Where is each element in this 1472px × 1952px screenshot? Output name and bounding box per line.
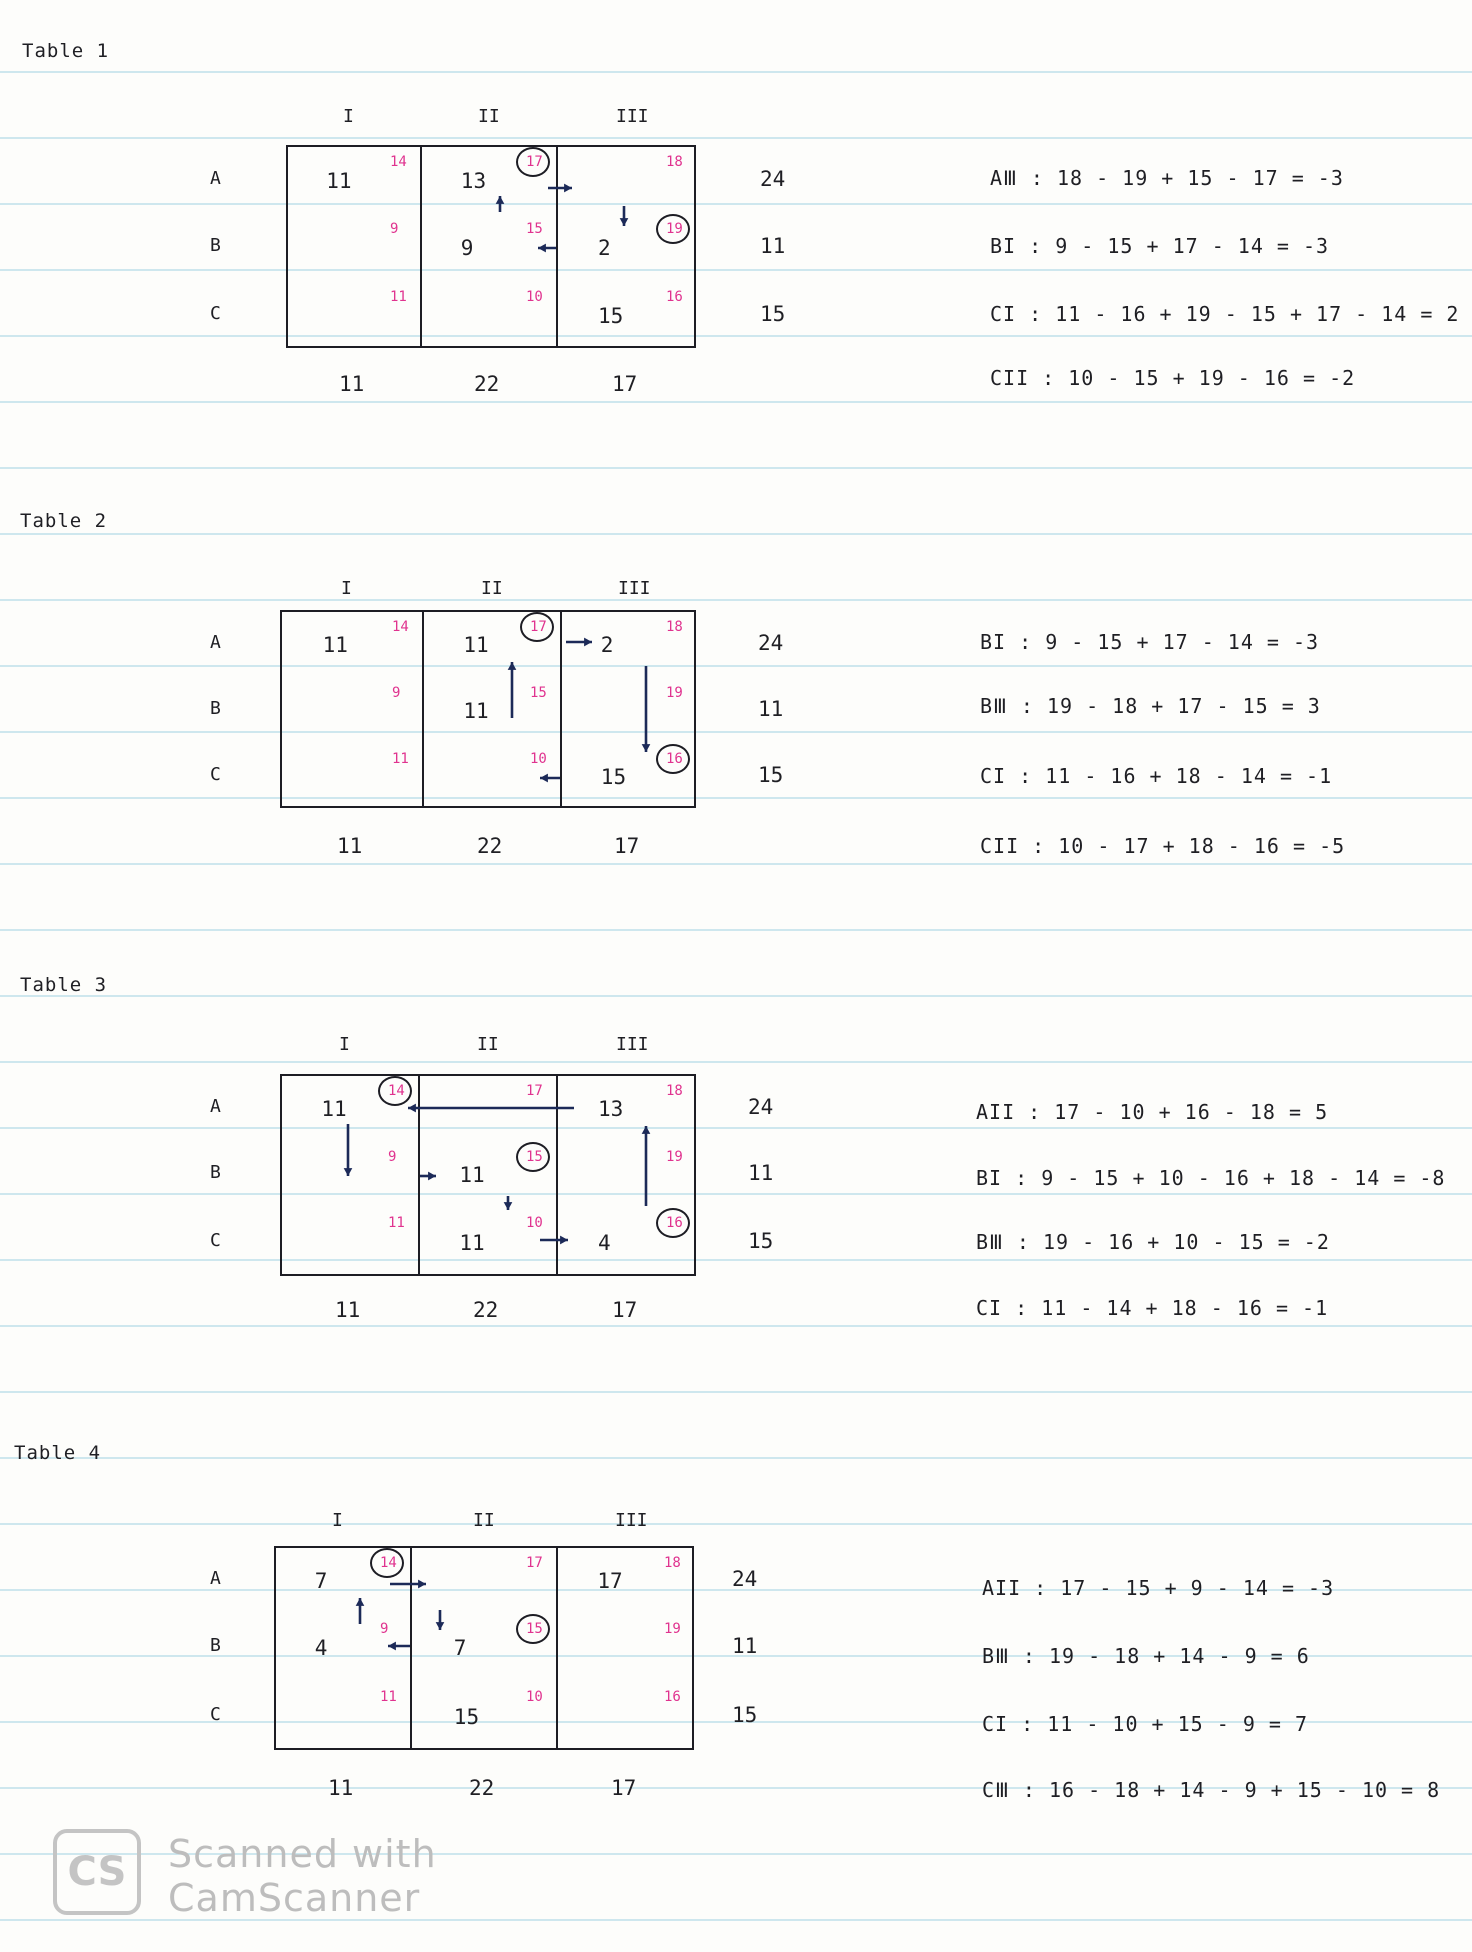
demand-value: 11 — [337, 834, 363, 858]
cost-value: 9 — [388, 1149, 397, 1165]
row-header: A — [210, 1096, 221, 1117]
logo-text: CS — [67, 1849, 127, 1895]
column-divider — [556, 1548, 558, 1748]
demand-value: 11 — [339, 372, 365, 396]
circled-cost-marker — [656, 214, 690, 244]
table-title: Table 3 — [20, 974, 108, 996]
row-header: A — [210, 167, 221, 189]
allocation-value: 15 — [453, 1705, 480, 1729]
allocation-value: 11 — [321, 1097, 347, 1121]
allocation-value: 15 — [600, 765, 627, 789]
column-header: I — [339, 1034, 350, 1055]
improvement-calculation: CII : 10 - 17 + 18 - 16 = -5 — [980, 834, 1346, 858]
column-divider — [422, 612, 424, 806]
cost-value: 19 — [666, 685, 683, 701]
cost-value: 16 — [664, 1689, 681, 1705]
allocation-value: 11 — [459, 1163, 485, 1187]
watermark-line-1: Scanned with — [168, 1832, 437, 1876]
supply-value: 11 — [748, 1161, 774, 1185]
cost-value: 10 — [526, 1215, 543, 1231]
cost-value: 18 — [666, 619, 683, 635]
demand-value: 11 — [335, 1298, 361, 1322]
cost-value: 17 — [530, 619, 547, 635]
cost-value: 17 — [526, 154, 543, 170]
allocation-value: 4 — [314, 1636, 328, 1660]
improvement-calculation: BI : 9 - 15 + 17 - 14 = -3 — [990, 234, 1330, 258]
column-divider — [418, 1076, 420, 1274]
circled-cost-marker — [516, 147, 550, 177]
cost-value: 16 — [666, 289, 683, 305]
improvement-calculation: CI : 11 - 16 + 19 - 15 + 17 - 14 = 2 — [990, 302, 1460, 326]
improvement-calculation: CI : 11 - 14 + 18 - 16 = -1 — [976, 1296, 1329, 1320]
column-header: II — [477, 1034, 499, 1055]
cost-value: 18 — [664, 1555, 681, 1571]
table-title: Table 2 — [20, 510, 108, 532]
cost-value: 14 — [390, 154, 407, 170]
improvement-calculation: BⅢ : 19 - 18 + 17 - 15 = 3 — [980, 694, 1321, 718]
supply-value: 15 — [748, 1229, 774, 1253]
column-divider — [560, 612, 562, 806]
supply-value: 24 — [758, 631, 784, 655]
cost-value: 11 — [388, 1215, 405, 1231]
cost-value: 15 — [530, 685, 547, 701]
column-divider — [556, 147, 558, 346]
cost-value: 16 — [666, 751, 683, 767]
column-divider — [556, 1076, 558, 1274]
allocation-value: 4 — [598, 1231, 611, 1255]
allocation-value: 9 — [460, 236, 474, 260]
column-header: II — [473, 1510, 495, 1531]
supply-value: 11 — [732, 1634, 758, 1658]
cost-value: 15 — [526, 1621, 543, 1637]
cost-value: 10 — [526, 1689, 543, 1705]
cost-value: 11 — [390, 289, 407, 305]
allocation-value: 11 — [463, 699, 489, 723]
cost-value: 14 — [392, 619, 409, 635]
circled-cost-marker — [378, 1076, 412, 1106]
cost-value: 11 — [380, 1689, 397, 1705]
column-header: III — [616, 1034, 649, 1055]
demand-value: 22 — [473, 1298, 499, 1322]
improvement-calculation: BⅢ : 19 - 18 + 14 - 9 = 6 — [982, 1644, 1310, 1668]
row-header: A — [210, 632, 221, 653]
row-header: A — [210, 1568, 221, 1589]
demand-value: 17 — [612, 1298, 638, 1322]
demand-value: 11 — [328, 1776, 354, 1800]
row-header: B — [210, 1162, 221, 1183]
row-header: C — [210, 303, 221, 324]
row-header: C — [210, 764, 221, 785]
cost-value: 17 — [526, 1083, 543, 1099]
column-header: I — [343, 106, 354, 127]
improvement-calculation: CⅢ : 16 - 18 + 14 - 9 + 15 - 10 = 8 — [982, 1778, 1441, 1802]
column-header: III — [618, 578, 651, 599]
cost-value: 14 — [388, 1083, 405, 1099]
improvement-calculation: BI : 9 - 15 + 17 - 14 = -3 — [980, 630, 1320, 654]
cost-value: 9 — [390, 221, 399, 237]
allocation-value: 11 — [322, 633, 348, 657]
demand-value: 17 — [612, 372, 638, 396]
row-header: B — [210, 1635, 221, 1656]
allocation-value: 11 — [326, 168, 352, 193]
circled-cost-marker — [520, 612, 554, 642]
allocation-value: 13 — [460, 168, 487, 193]
improvement-calculation: BI : 9 - 15 + 10 - 16 + 18 - 14 = -8 — [976, 1166, 1446, 1190]
cost-value: 18 — [666, 1083, 683, 1099]
table-title: Table 1 — [22, 40, 110, 62]
circled-cost-marker — [516, 1614, 550, 1644]
improvement-calculation: CII : 10 - 15 + 19 - 16 = -2 — [990, 366, 1356, 390]
cost-value: 16 — [666, 1215, 683, 1231]
column-header: II — [481, 578, 503, 599]
cost-value: 18 — [666, 154, 683, 170]
allocation-value: 13 — [598, 1097, 624, 1121]
supply-value: 24 — [732, 1567, 758, 1591]
improvement-calculation: CI : 11 - 10 + 15 - 9 = 7 — [982, 1712, 1309, 1736]
circled-cost-marker — [370, 1548, 404, 1578]
demand-value: 17 — [611, 1776, 637, 1800]
cost-value: 10 — [526, 289, 543, 305]
cost-value: 9 — [392, 685, 401, 701]
allocation-value: 15 — [598, 304, 624, 328]
improvement-calculation: AII : 17 - 10 + 16 - 18 = 5 — [976, 1100, 1329, 1124]
cost-value: 9 — [380, 1621, 389, 1637]
cost-value: 19 — [666, 221, 683, 237]
column-divider — [410, 1548, 412, 1748]
watermark-line-2: CamScanner — [168, 1876, 421, 1920]
cost-value: 15 — [526, 1149, 543, 1165]
column-header: I — [341, 578, 352, 599]
circled-cost-marker — [656, 744, 690, 774]
table-title: Table 4 — [14, 1442, 102, 1464]
circled-cost-marker — [516, 1142, 550, 1172]
demand-value: 22 — [469, 1776, 495, 1800]
supply-value: 11 — [760, 234, 786, 258]
column-header: III — [616, 106, 649, 127]
improvement-calculation: BⅢ : 19 - 16 + 10 - 15 = -2 — [976, 1230, 1330, 1254]
transport-table-grid — [274, 1546, 694, 1750]
cost-value: 15 — [526, 221, 543, 237]
column-header: II — [478, 106, 500, 127]
supply-value: 24 — [760, 166, 786, 191]
allocation-value: 7 — [314, 1569, 328, 1593]
row-header: B — [210, 698, 221, 719]
cost-value: 19 — [666, 1149, 683, 1165]
camscanner-logo — [52, 1828, 142, 1916]
allocation-value: 11 — [463, 633, 489, 657]
improvement-calculation: AⅢ : 18 - 19 + 15 - 17 = -3 — [990, 166, 1344, 190]
allocation-value: 7 — [453, 1636, 467, 1660]
supply-value: 11 — [758, 697, 784, 721]
cost-value: 14 — [380, 1555, 397, 1571]
cost-value: 19 — [664, 1621, 681, 1637]
column-header: III — [615, 1510, 648, 1531]
improvement-calculation: AII : 17 - 15 + 9 - 14 = -3 — [982, 1576, 1335, 1600]
cost-value: 17 — [526, 1555, 543, 1571]
column-header: I — [332, 1510, 343, 1531]
supply-value: 15 — [732, 1703, 758, 1727]
demand-value: 22 — [477, 834, 503, 858]
allocation-value: 2 — [598, 236, 611, 260]
circled-cost-marker — [656, 1208, 690, 1238]
improvement-calculation: CI : 11 - 16 + 18 - 14 = -1 — [980, 764, 1333, 788]
row-header: B — [210, 235, 221, 256]
allocation-value: 17 — [597, 1569, 623, 1593]
supply-value: 24 — [748, 1095, 774, 1119]
cost-value: 11 — [392, 751, 409, 767]
cost-value: 10 — [530, 751, 547, 767]
row-header: C — [210, 1230, 221, 1251]
allocation-value: 11 — [459, 1231, 485, 1255]
supply-value: 15 — [758, 763, 784, 787]
demand-value: 17 — [614, 834, 640, 858]
row-header: C — [210, 1704, 221, 1725]
column-divider — [420, 147, 422, 346]
allocation-value: 2 — [600, 633, 614, 657]
demand-value: 22 — [474, 372, 500, 396]
supply-value: 15 — [760, 302, 786, 326]
